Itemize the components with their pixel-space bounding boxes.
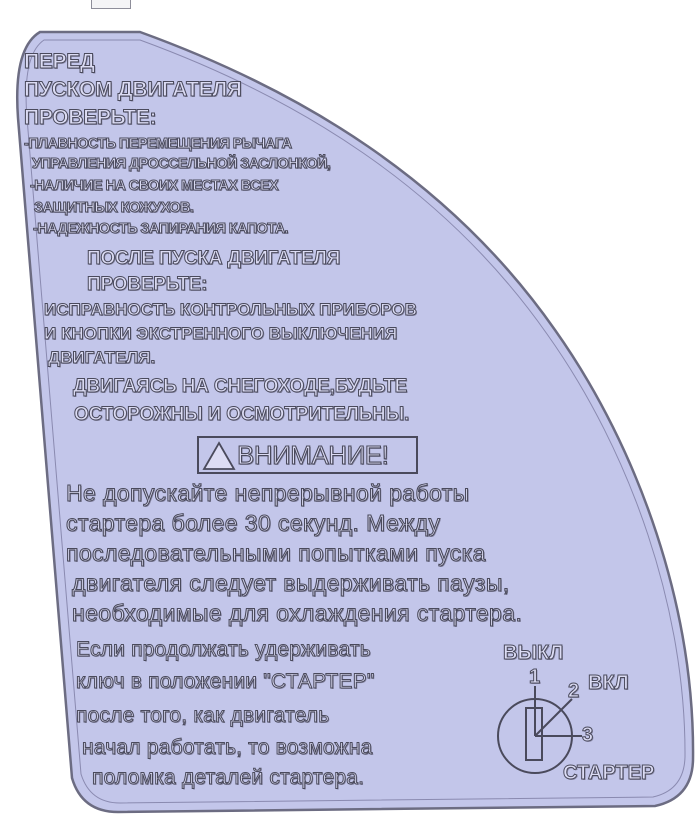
warning-title: ВНИМАНИЕ! (237, 440, 389, 470)
starter-line-1: Не допускайте непрерывной работы (66, 480, 470, 506)
pre-start-title-2: ПУСКОМ ДВИГАТЕЛЯ (24, 78, 242, 101)
starter-line-4: двигателя следует выдерживать паузы, (72, 570, 510, 596)
switch-position-1: 1 (529, 666, 541, 688)
caution-line-2: ОСТОРОЖНЫ И ОСМОТРИТЕЛЬНЫ. (74, 404, 410, 425)
key-line-2: ключ в положении "СТАРТЕР" (76, 670, 375, 693)
key-line-3: после того, как двигатель (76, 704, 330, 727)
post-start-check-1: ИСПРАВНОСТЬ КОНТРОЛЬНЫХ ПРИБОРОВ (44, 300, 417, 319)
switch-position-3: 3 (582, 724, 594, 746)
starter-line-2: стартера более 30 секунд. Между (66, 510, 441, 536)
pre-start-check-2: УПРАВЛЕНИЯ ДРОССЕЛЬНОЙ ЗАСЛОНКОЙ, (32, 156, 331, 172)
warning-triangle-icon (202, 441, 236, 471)
switch-position-2: 2 (568, 680, 580, 702)
key-line-5: поломка деталей стартера. (92, 766, 365, 789)
key-line-4: начал работать, то возможна (82, 736, 373, 759)
key-line-1: Если продолжать удерживать (76, 638, 371, 661)
pre-start-check-1: -ПЛАВНОСТЬ ПЕРЕМЕЩЕНИЯ РЫЧАГА (24, 136, 292, 152)
pre-start-check-4: ЗАЩИТНЫХ КОЖУХОВ. (34, 200, 194, 216)
pre-start-title-3: ПРОВЕРЬТЕ: (24, 106, 157, 129)
caution-line-1: ДВИГАЯСЬ НА СНЕГОХОДЕ,БУДЬТЕ (73, 376, 408, 397)
starter-line-3: последовательными попытками пуска (66, 540, 486, 566)
post-start-title-2: ПРОВЕРЬТЕ: (87, 274, 208, 295)
switch-on-label: ВКЛ (588, 672, 629, 694)
switch-off-label: ВЫКЛ (503, 642, 564, 664)
post-start-check-3: ДВИГАТЕЛЯ. (48, 348, 156, 367)
pre-start-check-5: -НАДЕЖНОСТЬ ЗАПИРАНИЯ КАПОТА. (33, 221, 288, 237)
pre-start-title-1: ПЕРЕД (24, 50, 95, 73)
starter-line-5: необходимые для охлаждения стартера. (72, 600, 523, 626)
post-start-check-2: И КНОПКИ ЭКСТРЕННОГО ВЫКЛЮЧЕНИЯ (44, 324, 398, 343)
pre-start-check-3: -НАЛИЧИЕ НА СВОИХ МЕСТАХ ВСЕХ (30, 178, 279, 194)
post-start-title-1: ПОСЛЕ ПУСКА ДВИГАТЕЛЯ (87, 248, 341, 269)
switch-start-label: СТАРТЕР (563, 762, 655, 784)
